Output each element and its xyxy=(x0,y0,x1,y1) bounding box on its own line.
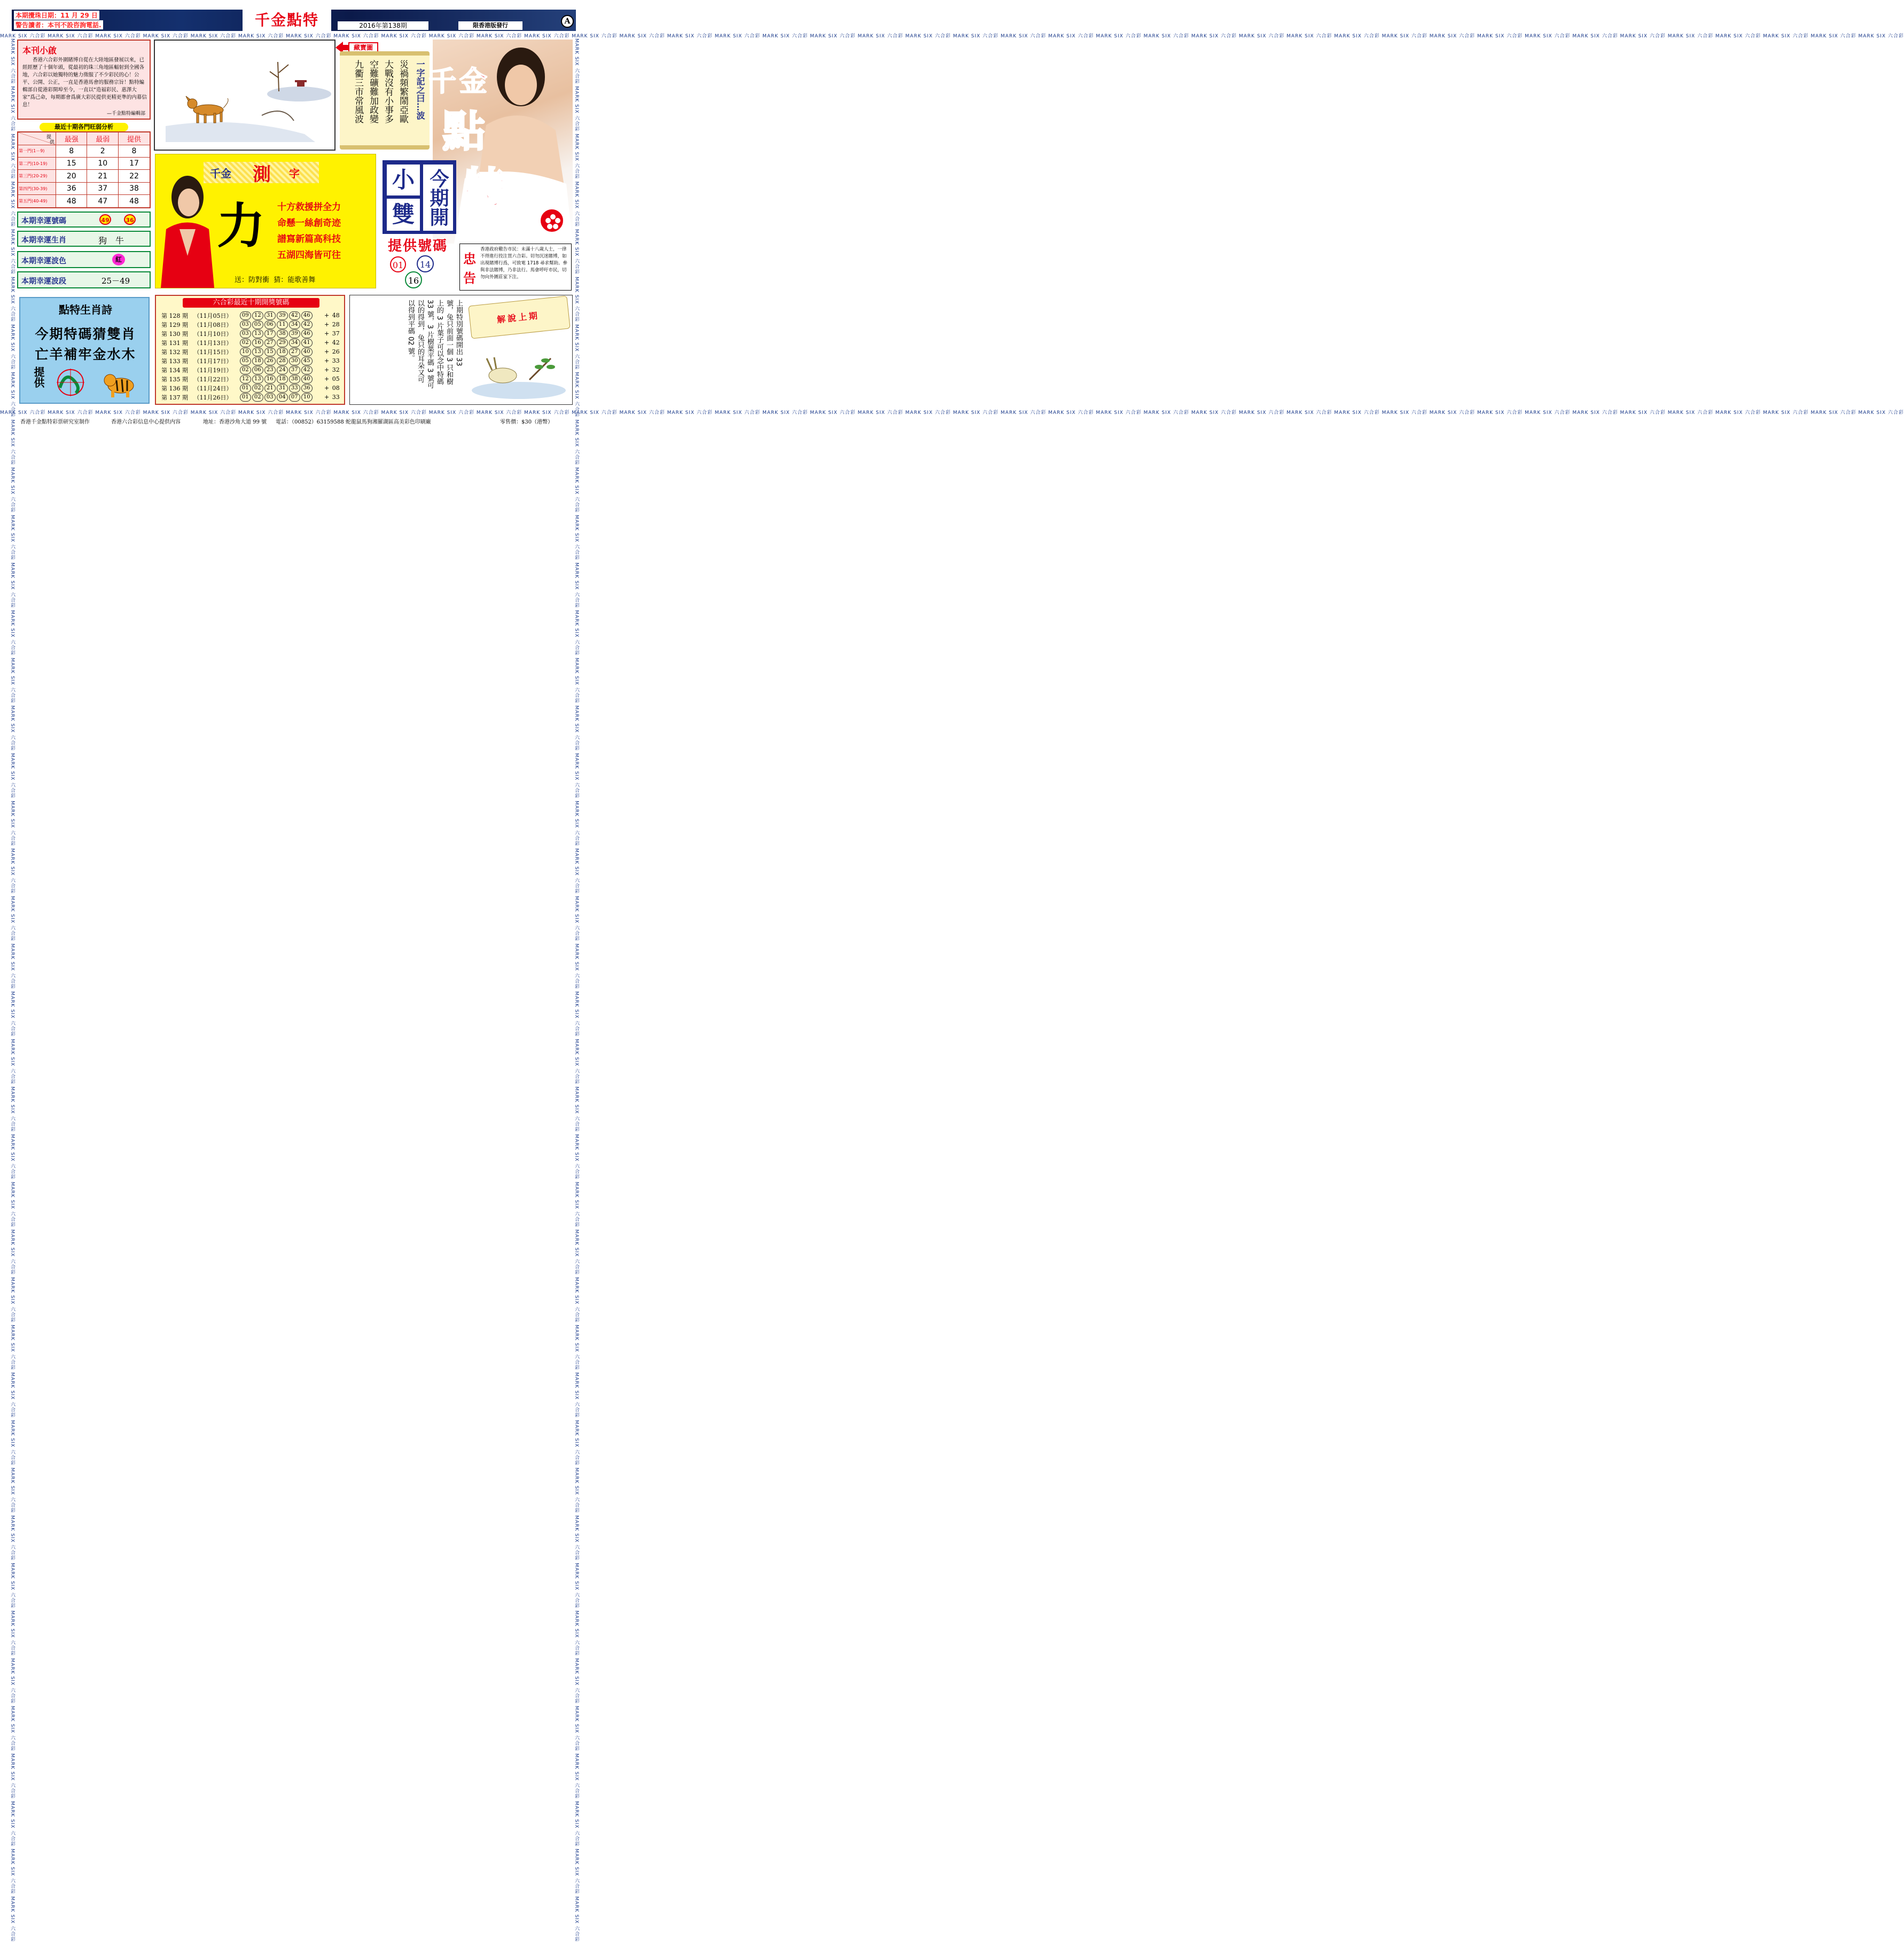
left-brand-strip xyxy=(10,38,16,1942)
result-ball: 41 xyxy=(301,339,313,347)
result-row xyxy=(160,347,342,356)
result-issue: 第 130 期 xyxy=(161,330,188,338)
result-date: （11月26日） xyxy=(193,394,232,401)
bauhinia-icon xyxy=(541,209,565,234)
provide-ball: 01 xyxy=(390,256,406,272)
result-balls xyxy=(238,311,323,320)
trend-row-label: 第三門(20-29) xyxy=(18,170,56,182)
result-ball: 03 xyxy=(240,320,251,329)
result-ball: 11 xyxy=(277,320,288,329)
trend-row-label: 第四門(30-39) xyxy=(18,182,56,194)
result-balls xyxy=(238,374,323,383)
guess-footer: 送：防對衝 猜：能歌善舞 xyxy=(235,276,316,284)
plus-sign: + xyxy=(324,330,330,337)
result-ball: 06 xyxy=(264,320,276,329)
result-ball: 03 xyxy=(240,330,251,338)
result-ball: 28 xyxy=(277,357,288,365)
zodiac-poem-provide: 提供 xyxy=(32,366,45,388)
result-ball: 05 xyxy=(252,320,263,329)
result-ball: 45 xyxy=(301,357,313,365)
result-date: （11月10日） xyxy=(193,330,232,338)
result-ball: 38 xyxy=(289,375,300,383)
footer-bar xyxy=(0,416,588,426)
dog-scene-image xyxy=(155,41,334,150)
result-date: （11月19日） xyxy=(193,366,232,374)
plus-sign: + xyxy=(324,385,330,391)
trend-cell: 20 xyxy=(56,170,87,182)
trend-cell: 38 xyxy=(118,182,150,194)
poem-line: 譜寫新篇高科技 xyxy=(277,234,341,245)
notice-text: 香港政府儆告市民：未滿十八歲人士，一律不得進行投注買六合彩。切勿沉迷賭博，如出現賭博行爲，可致電 1718 尋求幫助。參與非法賭博，乃非法行。馬會呼吁市民，切勿向外圍莊家下注。 xyxy=(480,247,568,280)
lucky-number-row xyxy=(17,212,151,228)
result-date: （11月24日） xyxy=(193,385,232,392)
explain-tag: 解說上期 xyxy=(496,310,540,325)
result-ball: 15 xyxy=(264,348,276,356)
model-image-left xyxy=(155,165,220,288)
result-ball: 06 xyxy=(252,366,263,374)
trend-cell: 48 xyxy=(56,195,87,208)
zodiac-poem-box xyxy=(19,297,150,404)
result-ball: 09 xyxy=(240,311,251,320)
results-box xyxy=(155,295,345,405)
trend-cell: 10 xyxy=(87,157,118,169)
result-balls xyxy=(238,356,323,365)
result-balls xyxy=(238,393,323,402)
guess-character: 力 xyxy=(217,198,265,254)
result-balls xyxy=(238,365,323,374)
scroll-column: 空難礦難加政變 xyxy=(368,60,378,123)
provide-ball: 14 xyxy=(417,255,434,272)
strip-text: MARK SIX 六合彩 MARK SIX 六合彩 MARK SIX 六合彩 MARK SIX 六合彩 MARK SIX 六合彩 MARK SIX 六合彩 MARK SIX 六合彩 MARK SIX 六合彩 MARK SIX 六合彩 MARK SIX 六合彩 MARK SIX 六合彩 MARK SIX 六合彩 MARK SIX 六合彩 MARK SIX 六合彩 MARK SIX 六合彩 MARK SIX 六合彩 MARK SIX 六合彩 MARK SIX 六合彩 MARK SIX 六合彩 MARK SIX 六合彩 MARK SIX 六合彩 MARK SIX 六合彩 MARK SIX 六合彩 MARK SIX 六合彩 MARK SIX 六合彩 MARK SIX 六合彩 MARK SIX 六合彩 MARK SIX 六合彩 MARK SIX 六合彩 MARK SIX 六合彩 MARK SIX 六合彩 MARK SIX 六合彩 MARK SIX 六合彩 MARK SIX 六合彩 MARK SIX 六合彩 MARK SIX 六合彩 MARK SIX 六合彩 MARK SIX 六合彩 MARK SIX 六合彩 MARK SIX 六合彩 xyxy=(0,410,1904,416)
notice-box xyxy=(459,244,572,291)
trend-cell: 48 xyxy=(118,195,150,208)
footer-publisher: 香港千金點特彩票研究室制作 xyxy=(20,419,90,425)
lucky-zodiac-label: 本期幸運生肖 xyxy=(21,236,66,245)
small-double-box xyxy=(383,160,456,234)
result-issue: 第 133 期 xyxy=(161,357,188,365)
result-special: 42 xyxy=(332,339,340,346)
lucky-ball: 49 xyxy=(99,214,111,225)
strip-text: MARK SIX 六合彩 MARK SIX 六合彩 MARK SIX 六合彩 MARK SIX 六合彩 MARK SIX 六合彩 MARK SIX 六合彩 MARK SIX 六合彩 MARK SIX 六合彩 MARK SIX 六合彩 MARK SIX 六合彩 MARK SIX 六合彩 MARK SIX 六合彩 MARK SIX 六合彩 MARK SIX 六合彩 MARK SIX 六合彩 MARK SIX 六合彩 MARK SIX 六合彩 MARK SIX 六合彩 MARK SIX 六合彩 MARK SIX 六合彩 MARK SIX 六合彩 MARK SIX 六合彩 MARK SIX 六合彩 MARK SIX 六合彩 MARK SIX 六合彩 MARK SIX 六合彩 MARK SIX 六合彩 MARK SIX 六合彩 MARK SIX 六合彩 MARK SIX 六合彩 MARK SIX 六合彩 MARK SIX 六合彩 MARK SIX 六合彩 MARK SIX 六合彩 MARK SIX 六合彩 MARK SIX 六合彩 MARK SIX 六合彩 MARK SIX 六合彩 MARK SIX 六合彩 MARK SIX 六合彩 xyxy=(574,38,579,1942)
result-special: 48 xyxy=(332,312,340,319)
trend-row xyxy=(18,195,150,208)
zodiac-poem-line-1: 今期特碼猜雙肖 xyxy=(35,326,136,342)
result-ball: 13 xyxy=(252,348,263,356)
result-ball: 30 xyxy=(289,357,300,365)
result-issue: 第 134 期 xyxy=(161,366,188,374)
explain-column: 上期特別號碼開出 33 xyxy=(455,300,463,366)
plus-sign: + xyxy=(324,357,330,364)
result-ball: 10 xyxy=(240,348,251,356)
explain-column: 以的得到，兔只的耳朵又可 xyxy=(416,300,424,383)
result-ball: 01 xyxy=(240,384,251,393)
result-ball: 04 xyxy=(277,393,288,402)
plus-sign: + xyxy=(324,375,330,382)
intro-body: 香港六合彩外圍賭博自從在大陸地區發展以來，已經經歷了十個年頭，從最初的珠三角地區輻射到全國各地，六合彩以她獨特的魅力徵服了不少彩民的心！公平、公開、公正，一直是香港馬會的服務宗旨！點特編輯部自從港彩開埠至今，一直以“造福彩民、惠澤大家”爲己命，每期都會爲廣大彩民提供更精更準的内幕信息！ xyxy=(22,57,147,108)
trend-header: 最强 xyxy=(56,132,87,145)
result-ball: 42 xyxy=(289,311,300,320)
result-balls xyxy=(238,383,323,393)
brand-char-3: 點 xyxy=(442,106,485,156)
trend-corner xyxy=(18,132,56,145)
intro-box xyxy=(17,40,151,120)
snake-target-icon xyxy=(54,366,87,398)
guess-model-photo xyxy=(155,165,220,288)
result-ball: 33 xyxy=(289,384,300,393)
result-ball: 31 xyxy=(277,384,288,393)
trend-cell: 2 xyxy=(87,145,118,157)
trend-row xyxy=(18,145,150,157)
result-special: 05 xyxy=(332,375,340,382)
poem-line: 命懸一絲創奇迹 xyxy=(277,218,341,229)
result-ball: 39 xyxy=(277,311,288,320)
lucky-zodiac-row xyxy=(17,231,151,247)
result-ball: 16 xyxy=(252,339,263,347)
double-char: 雙 xyxy=(387,199,420,231)
hk-emblem xyxy=(540,208,564,233)
scroll-column: 災禍頻繁鬧亞歐 xyxy=(397,60,408,123)
treasure-illustration xyxy=(154,40,335,151)
trend-cell: 47 xyxy=(87,195,118,208)
result-special: 33 xyxy=(332,357,340,364)
guess-panel xyxy=(155,154,376,288)
footer-source: 香港六合彩信息中心提供内容 xyxy=(111,419,181,425)
result-ball: 46 xyxy=(301,311,313,320)
result-ball: 38 xyxy=(277,330,288,338)
result-row xyxy=(160,320,342,329)
lucky-color-row xyxy=(17,251,151,268)
result-row xyxy=(160,311,342,320)
result-ball: 05 xyxy=(240,357,251,365)
result-ball: 12 xyxy=(252,311,263,320)
result-date: （11月22日） xyxy=(193,375,232,383)
plus-sign: + xyxy=(324,312,330,319)
result-date: （11月15日） xyxy=(193,348,232,356)
trend-table-wrap xyxy=(17,131,151,208)
guess-title-bar xyxy=(204,162,319,183)
footer-address: 地址：香港沙角大道 99 號 xyxy=(203,419,267,425)
result-row xyxy=(160,383,342,393)
right-brand-strip xyxy=(574,38,580,1942)
provide-label: 提供號碼 xyxy=(388,238,448,254)
explain-box xyxy=(349,295,573,405)
lucky-range-row xyxy=(17,271,151,288)
edition-badge: A xyxy=(561,15,574,28)
result-ball: 21 xyxy=(264,384,276,393)
result-ball: 18 xyxy=(277,375,288,383)
edition-label: 限香港版發行 xyxy=(458,21,522,30)
result-issue: 第 132 期 xyxy=(161,348,188,356)
trend-cell: 37 xyxy=(87,182,118,194)
result-ball: 37 xyxy=(289,366,300,374)
brand-char-4: 特 xyxy=(464,163,506,213)
scroll-column: 九衢三市常風波 xyxy=(353,60,363,123)
lucky-color-label: 本期幸運波色 xyxy=(21,257,66,265)
intro-heading: 本刊小啟 xyxy=(22,45,57,56)
header-title: 千金點特 xyxy=(243,10,331,31)
trend-cell: 8 xyxy=(56,145,87,157)
lucky-zodiac-value: 狗 牛 xyxy=(98,236,124,246)
trend-cell: 21 xyxy=(87,170,118,182)
result-balls xyxy=(238,329,323,338)
intro-signature: —千金點特編輯部 xyxy=(106,111,145,116)
result-balls xyxy=(238,338,323,347)
result-issue: 第 135 期 xyxy=(161,375,188,383)
guess-title-a: 千金 xyxy=(210,167,231,180)
guess-title-b: 測 xyxy=(253,164,271,185)
result-ball: 31 xyxy=(264,311,276,320)
trend-header: 最弱 xyxy=(87,132,118,145)
result-ball: 40 xyxy=(301,348,313,356)
footer-phone: 電話：（00852）63159588 蛇龍鼠馬狗湘羅湖區高美彩色印刷廠 xyxy=(276,419,431,425)
trend-row-label: 第一門(1－9) xyxy=(18,145,56,157)
result-ball: 16 xyxy=(264,375,276,383)
strip-text: MARK SIX 六合彩 MARK SIX 六合彩 MARK SIX 六合彩 MARK SIX 六合彩 MARK SIX 六合彩 MARK SIX 六合彩 MARK SIX 六合彩 MARK SIX 六合彩 MARK SIX 六合彩 MARK SIX 六合彩 MARK SIX 六合彩 MARK SIX 六合彩 MARK SIX 六合彩 MARK SIX 六合彩 MARK SIX 六合彩 MARK SIX 六合彩 MARK SIX 六合彩 MARK SIX 六合彩 MARK SIX 六合彩 MARK SIX 六合彩 MARK SIX 六合彩 MARK SIX 六合彩 MARK SIX 六合彩 MARK SIX 六合彩 MARK SIX 六合彩 MARK SIX 六合彩 MARK SIX 六合彩 MARK SIX 六合彩 MARK SIX 六合彩 MARK SIX 六合彩 MARK SIX 六合彩 MARK SIX 六合彩 MARK SIX 六合彩 MARK SIX 六合彩 MARK SIX 六合彩 MARK SIX 六合彩 MARK SIX 六合彩 MARK SIX 六合彩 MARK SIX 六合彩 MARK SIX 六合彩 xyxy=(0,34,1904,39)
draw-date: 本期攪珠日期：11 月 29 日 xyxy=(14,11,99,20)
corner-top: 提 xyxy=(46,135,51,140)
result-ball: 07 xyxy=(289,393,300,402)
trend-cell: 8 xyxy=(118,145,150,157)
scroll-column: 大戰沒有小事多 xyxy=(383,60,393,123)
result-ball: 13 xyxy=(252,375,263,383)
result-ball: 29 xyxy=(277,339,288,347)
trend-table xyxy=(17,131,151,208)
result-ball: 03 xyxy=(264,393,276,402)
zodiac-poem-title: 點特生肖詩 xyxy=(59,303,112,316)
result-ball: 39 xyxy=(289,330,300,338)
result-ball: 42 xyxy=(301,320,313,329)
explain-column: 以得到平碼 02 號。 xyxy=(407,300,415,362)
header-bar xyxy=(12,10,576,31)
result-ball: 46 xyxy=(301,330,313,338)
result-ball: 40 xyxy=(301,375,313,383)
rabbit-tree-image xyxy=(471,342,567,401)
plus-sign: + xyxy=(324,348,330,355)
result-ball: 12 xyxy=(240,375,251,383)
result-special: 32 xyxy=(332,366,340,373)
trend-row-label: 第五門(40-49) xyxy=(18,195,56,208)
result-ball: 02 xyxy=(240,339,251,347)
result-ball: 42 xyxy=(301,366,313,374)
result-special: 28 xyxy=(332,321,340,328)
result-ball: 24 xyxy=(277,366,288,374)
plus-sign: + xyxy=(324,339,330,346)
explain-column: 33 號，3 片樹葉平碼 3 號可 xyxy=(426,300,434,389)
result-date: （11月17日） xyxy=(193,357,232,365)
explain-scroll xyxy=(468,295,570,339)
zodiac-poem-line-2: 亡羊補牢金水木 xyxy=(35,347,136,362)
scroll-title: 一字記之曰…波 xyxy=(415,60,425,120)
brand-char-2: 金 xyxy=(459,65,488,98)
result-row xyxy=(160,374,342,383)
result-row xyxy=(160,329,342,338)
result-date: （11月05日） xyxy=(193,312,232,319)
lucky-number-label: 本期幸運號碼 xyxy=(21,217,66,225)
result-row xyxy=(160,393,342,402)
result-ball: 02 xyxy=(252,393,263,402)
small-char: 小 xyxy=(387,165,420,195)
guess-title-c: 字 xyxy=(289,167,300,180)
trend-row xyxy=(18,157,150,169)
trend-cell: 15 xyxy=(56,157,87,169)
trend-header: 提供 xyxy=(118,132,150,145)
result-special: 33 xyxy=(332,394,340,401)
result-row xyxy=(160,365,342,374)
warning-text: 警告讀者：本刊不設咨詢電話. xyxy=(14,20,103,29)
result-special: 37 xyxy=(332,330,340,337)
result-ball: 13 xyxy=(252,330,263,338)
explain-column: 號，兔只前面一個 3 只和樹 xyxy=(445,300,453,385)
top-brand-strip xyxy=(0,32,1904,39)
poem-line: 五湖四海皆可往 xyxy=(277,250,341,261)
results-table xyxy=(160,311,342,402)
bottom-brand-strip xyxy=(0,409,1904,416)
result-ball: 36 xyxy=(301,384,313,393)
result-issue: 第 136 期 xyxy=(161,385,188,392)
result-balls xyxy=(238,347,323,356)
trend-cell: 17 xyxy=(118,157,150,169)
lucky-range-value: 25－49 xyxy=(102,276,130,286)
result-ball: 27 xyxy=(289,348,300,356)
provide-ball: 16 xyxy=(405,271,422,288)
plus-sign: + xyxy=(324,394,330,401)
trend-cell: 36 xyxy=(56,182,87,194)
result-ball: 02 xyxy=(240,366,251,374)
plus-sign: + xyxy=(324,321,330,328)
result-row xyxy=(160,338,342,347)
trend-cell: 22 xyxy=(118,170,150,182)
lucky-color-ball: 紅 xyxy=(112,254,125,265)
corner-mid: 供 xyxy=(49,140,54,145)
brand-char-1: 千 xyxy=(428,65,457,98)
notice-head-1: 忠 xyxy=(463,251,476,267)
plus-sign: + xyxy=(324,366,330,373)
trend-row xyxy=(18,170,150,182)
result-ball: 34 xyxy=(289,339,300,347)
result-ball: 01 xyxy=(240,393,251,402)
result-issue: 第 128 期 xyxy=(161,312,188,319)
result-issue: 第 129 期 xyxy=(161,321,188,328)
result-ball: 10 xyxy=(301,393,313,402)
result-special: 26 xyxy=(332,348,340,355)
result-ball: 02 xyxy=(252,384,263,393)
result-ball: 18 xyxy=(252,357,263,365)
trend-row-label: 第二門(10-19) xyxy=(18,157,56,169)
issue-number: 2016年第138期 xyxy=(338,21,428,30)
result-date: （11月08日） xyxy=(193,321,232,328)
result-issue: 第 137 期 xyxy=(161,394,188,401)
open-vertical: 今期開 xyxy=(423,165,453,231)
treasure-scroll xyxy=(340,51,430,150)
notice-head-2: 告 xyxy=(463,270,476,286)
result-ball: 18 xyxy=(277,348,288,356)
result-row xyxy=(160,356,342,365)
result-ball: 23 xyxy=(264,366,276,374)
footer-price: 零售價：$30（港幣） xyxy=(500,419,553,425)
explain-column: 上的 3 片葉子可以念中特碼 xyxy=(435,300,443,385)
result-date: （11月13日） xyxy=(193,339,232,347)
strip-text: MARK SIX 六合彩 MARK SIX 六合彩 MARK SIX 六合彩 MARK SIX 六合彩 MARK SIX 六合彩 MARK SIX 六合彩 MARK SIX 六合彩 MARK SIX 六合彩 MARK SIX 六合彩 MARK SIX 六合彩 MARK SIX 六合彩 MARK SIX 六合彩 MARK SIX 六合彩 MARK SIX 六合彩 MARK SIX 六合彩 MARK SIX 六合彩 MARK SIX 六合彩 MARK SIX 六合彩 MARK SIX 六合彩 MARK SIX 六合彩 MARK SIX 六合彩 MARK SIX 六合彩 MARK SIX 六合彩 MARK SIX 六合彩 MARK SIX 六合彩 MARK SIX 六合彩 MARK SIX 六合彩 MARK SIX 六合彩 MARK SIX 六合彩 MARK SIX 六合彩 MARK SIX 六合彩 MARK SIX 六合彩 MARK SIX 六合彩 MARK SIX 六合彩 MARK SIX 六合彩 MARK SIX 六合彩 MARK SIX 六合彩 MARK SIX 六合彩 MARK SIX 六合彩 MARK SIX 六合彩 xyxy=(10,38,15,1942)
treasure-tag-label: 藏寶圖 xyxy=(348,42,378,53)
lucky-range-label: 本期幸運波段 xyxy=(21,277,66,286)
result-ball: 26 xyxy=(264,357,276,365)
lucky-ball: 36 xyxy=(124,214,136,225)
tiger-icon xyxy=(100,367,138,400)
result-special: 08 xyxy=(332,385,340,391)
trend-row xyxy=(18,182,150,194)
trend-title: 最近十期各門旺弱分析 xyxy=(40,123,128,131)
result-balls xyxy=(238,320,323,329)
result-ball: 34 xyxy=(289,320,300,329)
result-issue: 第 131 期 xyxy=(161,339,188,347)
results-title: 六合彩最近十期開獎號碼 xyxy=(183,298,319,308)
poem-line: 十方救援拼全力 xyxy=(277,202,341,213)
result-ball: 27 xyxy=(264,339,276,347)
result-ball: 17 xyxy=(264,330,276,338)
